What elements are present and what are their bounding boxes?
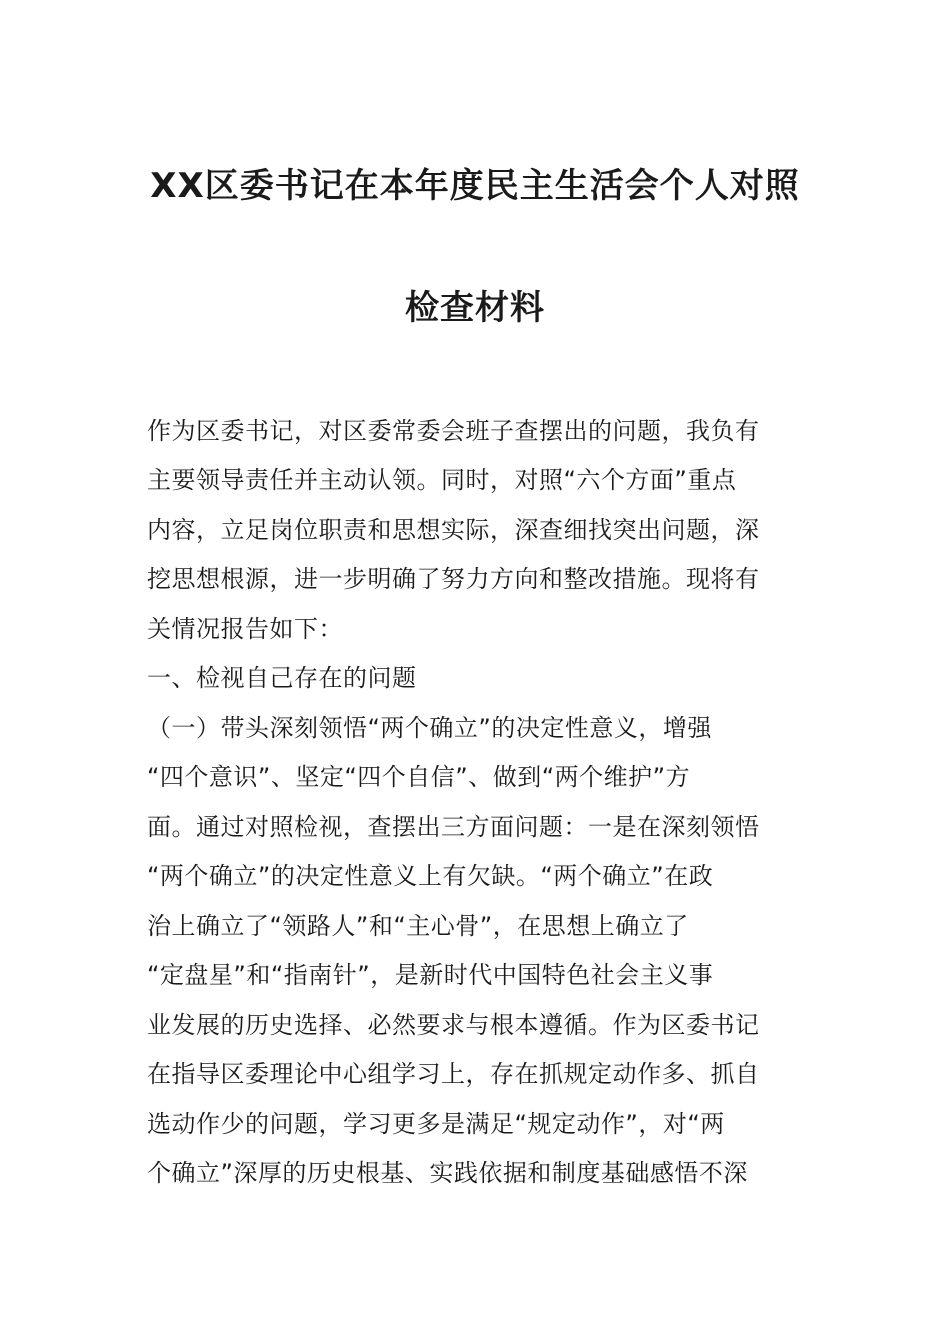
paragraph-line: 关情况报告如下：	[147, 615, 343, 643]
paragraph-line: 面。通过对照检视，查摆出三方面问题：一是在深刻领悟	[147, 813, 760, 841]
paragraph-line: 挖思想根源，进一步明确了努力方向和整改措施。现将有	[147, 565, 760, 593]
paragraph-line: 业发展的历史选择、必然要求与根本遵循。作为区委书记	[147, 1011, 760, 1039]
section-heading: 一、检视自己存在的问题	[147, 664, 417, 692]
paragraph-line: 作为区委书记，对区委常委会班子查摆出的问题，我负有	[147, 417, 760, 445]
paragraph-line: 选动作少的问题，学习更多是满足“规定动作”，对“两	[147, 1110, 725, 1138]
paragraph-line: “定盘星”和“指南针”，是新时代中国特色社会主义事	[147, 961, 714, 989]
subsection-heading: （一）带头深刻领悟“两个确立”的决定性意义，增强	[147, 714, 712, 742]
paragraph-line: “四个意识”、坚定“四个自信”、做到“两个维护”方	[147, 763, 691, 791]
paragraph-line: 主要领导责任并主动认领。同时，对照“六个方面”重点	[147, 466, 737, 494]
document-title-line-2: 检查材料	[405, 288, 545, 328]
document-title-line-1: XX区委书记在本年度民主生活会个人对照	[150, 166, 800, 206]
paragraph-line: 在指导区委理论中心组学习上，存在抓规定动作多、抓自	[147, 1060, 760, 1088]
paragraph-line: 内容，立足岗位职责和思想实际，深查细找突出问题，深	[147, 516, 760, 544]
paragraph-line: “两个确立”的决定性意义上有欠缺。“两个确立”在政	[147, 862, 714, 890]
paragraph-line: 治上确立了“领路人”和“主心骨”，在思想上确立了	[147, 912, 689, 940]
paragraph-line: 个确立”深厚的历史根基、实践依据和制度基础感悟不深	[147, 1159, 748, 1187]
